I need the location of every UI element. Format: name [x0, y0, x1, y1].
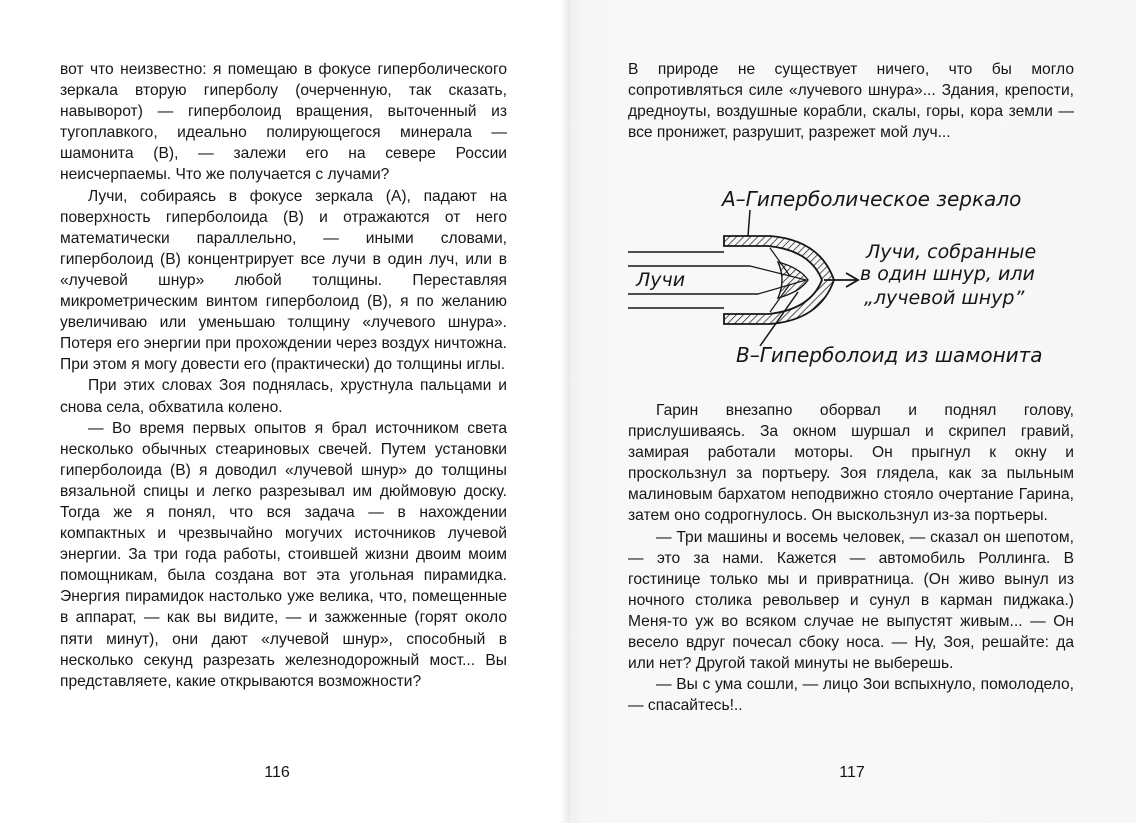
- right-page-top-text: [628, 59, 1074, 143]
- label-cord-line-3: „лучевой шнур”: [864, 287, 1025, 309]
- leader-mirror: [748, 210, 750, 236]
- parabolic-mirror: [724, 236, 834, 324]
- paragraph: Гарин внезапно оборвал и поднял голову, прислушиваясь. За окном шуршал и скрипел гравий, замирая работали моторы. Он прыгнул к окну и проскользнул за портьеру. Зоя глядела, как за пыльным малиновым бархатом неподвижно стояло очертание Гарина, затем оно содрогнулось. Он выскользнул из-за портьеры.: [628, 402, 1074, 525]
- paragraph: — Три машины и восемь человек, — сказал он шепотом, — это за нами. Кажется — автомобиль Роллинга. В гостинице только мы и привратница. (Он живо вынул из ночного столика револьвер и сунул в карман пиджака.) Меня-то уж во всяком случае не выпустят живым... — Он весело вдруг почесал сбоку носа. — Ну, Зоя, решайте: да или нет? Другой такой минуты не выберешь.: [628, 528, 1074, 673]
- left-page-text: [60, 59, 507, 692]
- paragraph: Лучи, собираясь в фокусе зеркала (А), падают на поверхность гиперболоида (В) и отражаются от него математически параллельно, — иными словами, гиперболоид (В) концентрирует все лучи в один луч, или в «лучевой шнур» любой толщины. Переставляя микрометрическим винтом гиперболоид (В), я по желанию увеличиваю или уменьшаю толщину «лучевого шнура». Потеря его энергии при прохождении через воздух ничтожна. При этом я могу довести его (практически) до толщины иглы.: [60, 187, 507, 374]
- paragraph: вот что неизвестно: я помещаю в фокусе гиперболического зеркала вторую гиперболу (очерченную, так сказать, навыворот) — гиперболоид вращения, выточенный из тугоплавкого, идеально полирующегося минерала — шамонита (В), — залежи его на севере России неисчерпаемы. Что же получается с лучами?: [60, 61, 507, 184]
- right-page-bottom-text: [628, 400, 1074, 716]
- paragraph: — Вы с ума сошли, — лицо Зои вспыхнуло, помолодело, — спасайтесь!..: [628, 676, 1074, 715]
- book-gutter: [560, 0, 570, 823]
- label-rays: Лучи: [636, 269, 686, 291]
- label-cord-line-1: Лучи, собранные: [866, 241, 1037, 263]
- hyperboloid-shamonite: [778, 262, 808, 298]
- hyperboloid-diagram: [620, 176, 1080, 372]
- page-number-left: 116: [264, 764, 290, 781]
- label-hyperboloid: В–Гиперболоид из шамонита: [736, 343, 1043, 367]
- label-mirror: А–Гиперболическое зеркало: [722, 187, 1022, 211]
- paragraph: В природе не существует ничего, что бы могло сопротивляться силе «лучевого шнура»... Здания, крепости, дредноуты, воздушные корабли, скалы, горы, кора земли — все пронижет, разрушит, разрежет мой луч...: [628, 61, 1074, 142]
- page-number-right: 117: [839, 764, 865, 781]
- paragraph: — Во время первых опытов я брал источником света несколько обычных стеариновых свечей. Путем установки гиперболоида (В) я доводил «лучевой шнур» до толщины вязальной спицы и легко разрезывал им дюймовую доску. Тогда же я понял, что вся задача — в нахождении компактных и чрезвычайно могучих источников лучевой энергии. За три года работы, стоившей жизни двоим моим помощникам, была создана вот эта угольная пирамидка. Энергия пирамидок настолько уже велика, что, помещенные в аппарат, — как вы видите, — и зажженные (горят около пяти минут), они дают «лучевой шнур», способный в несколько секунд разрезать железнодорожный мост... Вы представляете, какие открываются возможности?: [60, 419, 507, 690]
- paragraph: При этих словах Зоя поднялась, хрустнула пальцами и снова села, обхватила колено.: [60, 377, 507, 416]
- label-cord-line-2: в один шнур, или: [860, 263, 1035, 285]
